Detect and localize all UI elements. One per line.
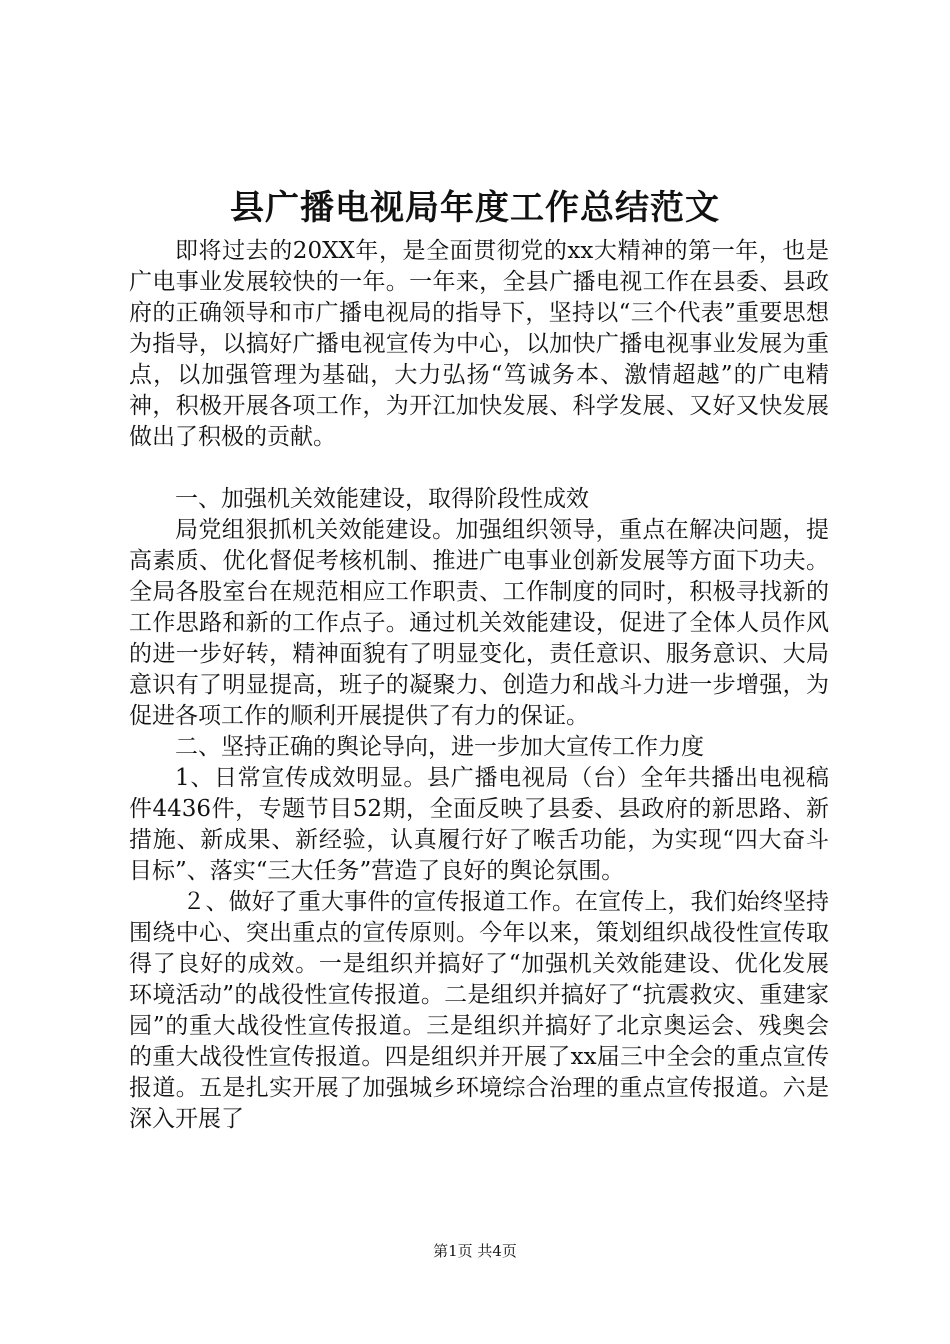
section-2-item-1: 1、日常宣传成效明显。县广播电视局（台）全年共播出电视稿件4436件，专题节目52期，全面反映了县委、县政府的新思路、新措施、新成果、新经验，认真履行好了喉舌功能，为实现“四大奋斗目标”、落实“三大任务”营造了良好的舆论氛围。: [129, 765, 829, 884]
document-body: [129, 236, 829, 1135]
document-title: 县广播电视局年度工作总结范文: [230, 188, 720, 228]
paragraph-spacer: [129, 453, 829, 484]
page-footer: 第1页 共4页: [433, 1242, 517, 1260]
section-1-paragraph: 局党组狠抓机关效能建设。加强组织领导，重点在解决问题，提高素质、优化督促考核机制、推进广电事业创新发展等方面下功夫。全局各股室台在规范相应工作职责、工作制度的同时，积极寻找新的工作思路和新的工作点子。通过机关效能建设，促进了全体人员作风的进一步好转，精神面貌有了明显变化，责任意识、服务意识、大局意识有了明显提高，班子的凝聚力、创造力和战斗力进一步增强，为促进各项工作的顺利开展提供了有力的保证。: [129, 517, 829, 729]
section-heading-2: 二、坚持正确的舆论导向，进一步加大宣传工作力度: [175, 734, 704, 760]
section-heading-1: 一、加强机关效能建设，取得阶段性成效: [175, 486, 589, 512]
section-2-item-2: ２、做好了重大事件的宣传报道工作。在宣传上，我们始终坚持围绕中心、突出重点的宣传原则。今年以来，策划组织战役性宣传取得了良好的成效。一是组织并搞好了“加强机关效能建设、优化发展环境活动”的战役性宣传报道。二是组织并搞好了“抗震救灾、重建家园”的重大战役性宣传报道。三是组织并搞好了北京奥运会、残奥会的重大战役性宣传报道。四是组织并开展了xx届三中全会的重点宣传报道。五是扎实开展了加强城乡环境综合治理的重点宣传报道。六是深入开展了: [129, 889, 830, 1132]
intro-paragraph: 即将过去的20XX年，是全面贯彻党的xx大精神的第一年，也是广电事业发展较快的一年。一年来，全县广播电视工作在县委、县政府的正确领导和市广播电视局的指导下，坚持以“三个代表”重要思想为指导，以搞好广播电视宣传为中心，以加快广播电视事业发展为重点，以加强管理为基础，大力弘扬“笃诚务本、激情超越”的广电精神，积极开展各项工作，为开江加快发展、科学发展、又好又快发展做出了积极的贡献。: [129, 238, 829, 450]
